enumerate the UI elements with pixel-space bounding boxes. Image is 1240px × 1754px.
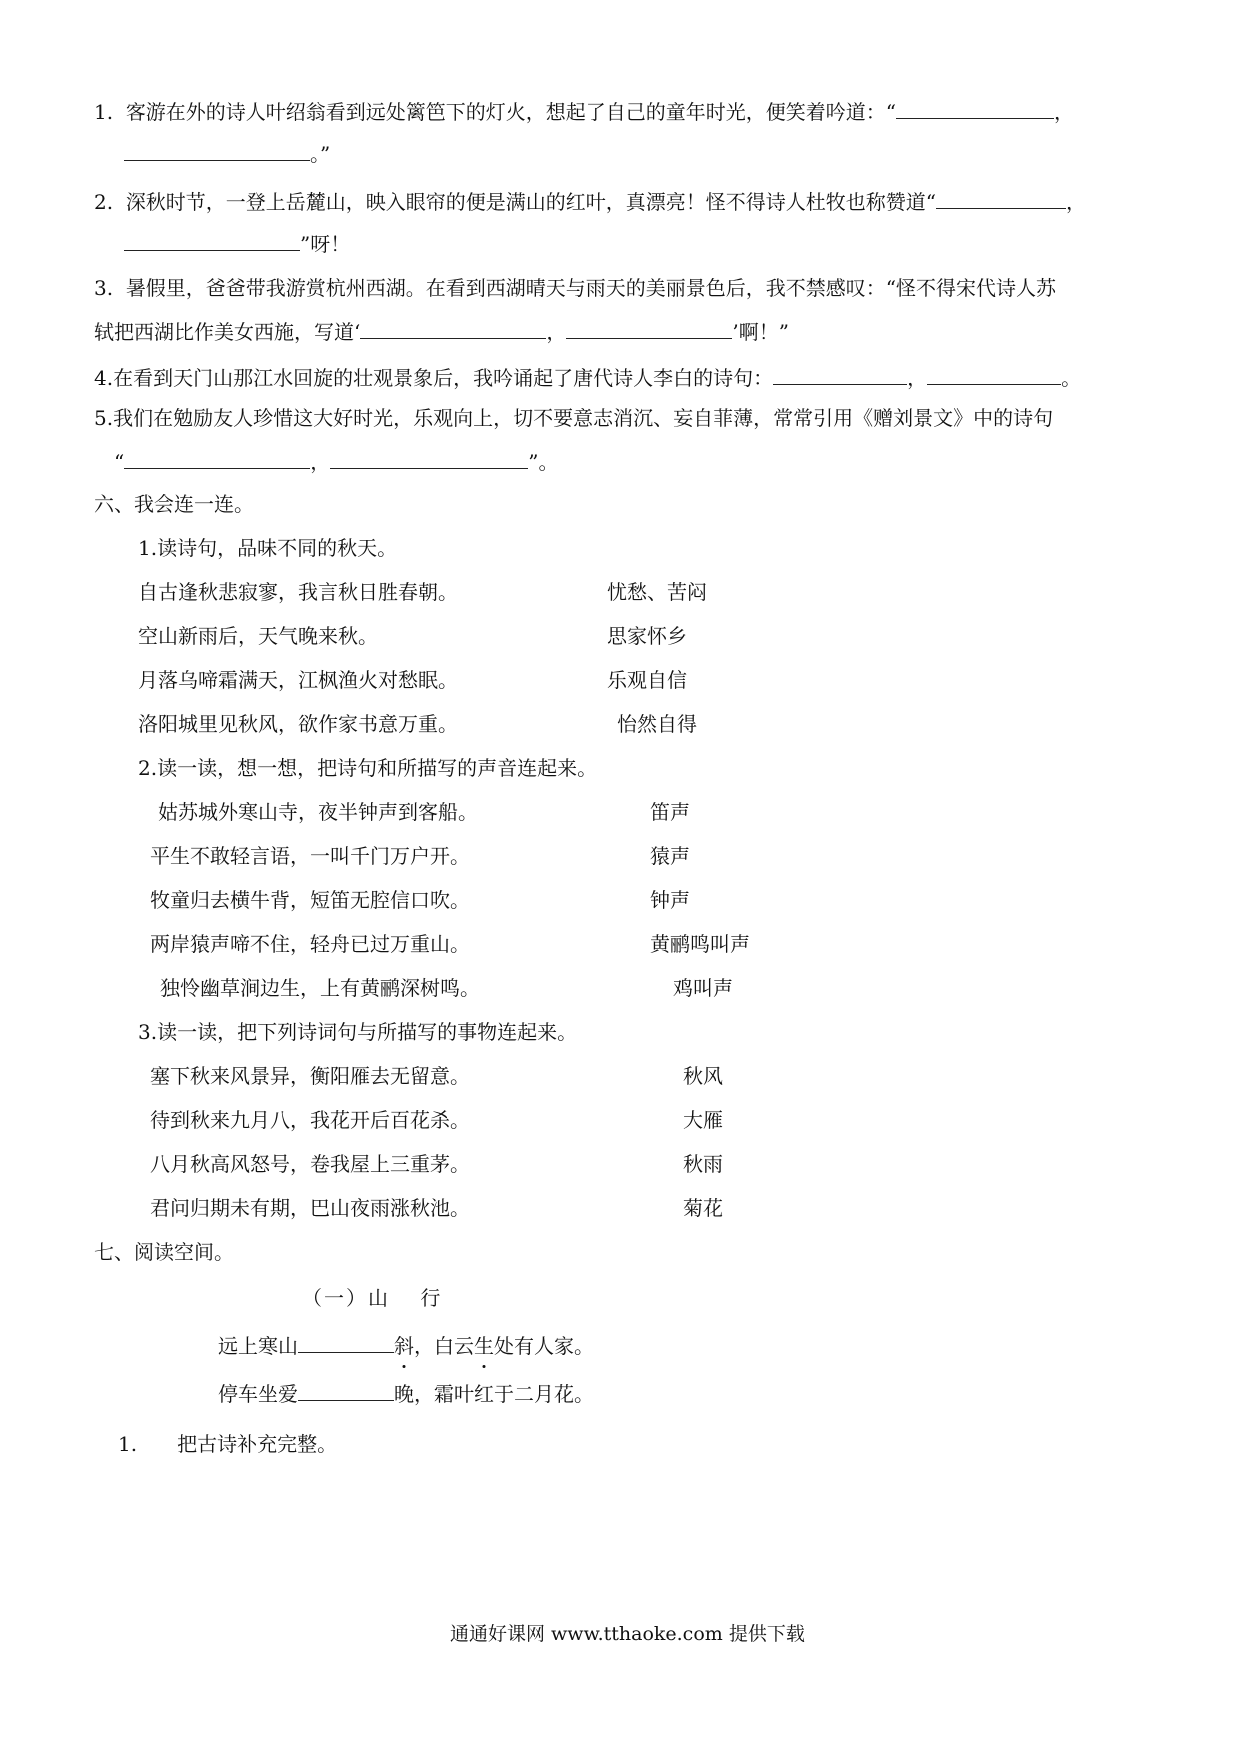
emphasized-char: 生 <box>474 1334 494 1358</box>
poem-line-1 <box>218 1330 594 1360</box>
comma: ， <box>546 320 567 344</box>
period: 。 <box>1061 366 1082 390</box>
group-3-object[interactable]: 大雁 <box>683 1108 723 1132</box>
group-2-sound[interactable]: 鸡叫声 <box>673 976 733 1000</box>
poem-text: 远上寒山 <box>218 1334 298 1358</box>
group-1-emotion[interactable]: 忧愁、苦闷 <box>607 580 707 604</box>
answer-blank[interactable] <box>124 446 310 469</box>
question-3-number: 3. <box>94 276 114 300</box>
comma: ， <box>1054 100 1075 124</box>
answer-blank[interactable] <box>936 186 1066 209</box>
group-2-poem-line[interactable]: 牧童归去横牛背，短笛无腔信口吹。 <box>150 888 470 912</box>
poem-text: 晚，霜叶红于二月花。 <box>394 1382 594 1406</box>
comma: ， <box>907 366 928 390</box>
group-3-poem-line[interactable]: 待到秋来九月八，我花开后百花杀。 <box>150 1108 470 1132</box>
section-6-heading: 六、我会连一连。 <box>94 492 254 516</box>
answer-blank[interactable] <box>896 96 1054 119</box>
question-5-line-2 <box>114 446 558 476</box>
closing-quote: 。” <box>310 142 331 166</box>
question-4-line-1 <box>94 362 1081 392</box>
answer-blank[interactable] <box>773 362 907 385</box>
opening-quote: “ <box>114 450 125 474</box>
closing-text: ’啊！” <box>732 320 789 344</box>
group-3-object[interactable]: 秋雨 <box>683 1152 723 1176</box>
answer-blank[interactable] <box>360 316 546 339</box>
group-1-emotion[interactable]: 怡然自得 <box>617 712 697 736</box>
group-2-poem-line[interactable]: 姑苏城外寒山寺，夜半钟声到客船。 <box>158 800 478 824</box>
answer-blank[interactable] <box>298 1330 394 1353</box>
comma: ， <box>310 450 331 474</box>
poem-text: 处有人家。 <box>494 1334 594 1358</box>
question-2-text: 深秋时节，一登上岳麓山，映入眼帘的便是满山的红叶，真漂亮！怪不得诗人杜牧也称赞道“ <box>125 190 937 214</box>
group-3-title: 3.读一读，把下列诗词句与所描写的事物连起来。 <box>138 1020 578 1044</box>
comma: ， <box>1066 190 1087 214</box>
group-2-title: 2.读一读，想一想，把诗句和所描写的声音连起来。 <box>138 756 598 780</box>
question-3-line-2 <box>94 316 789 346</box>
group-3-poem-line[interactable]: 君问归期未有期，巴山夜雨涨秋池。 <box>150 1196 470 1220</box>
question-5-line-1 <box>94 404 1053 432</box>
answer-blank[interactable] <box>124 228 300 251</box>
question-1-text: 客游在外的诗人叶绍翁看到远处篱笆下的灯火，想起了自己的童年时光，便笑着吟道：“ <box>125 100 897 124</box>
question-1-line-1 <box>94 96 1074 126</box>
group-1-emotion[interactable]: 乐观自信 <box>607 668 687 692</box>
answer-blank[interactable] <box>124 138 310 161</box>
question-2-number: 2. <box>94 190 114 214</box>
question-1-number: 1. <box>94 100 114 124</box>
question-3-line-1 <box>94 274 1056 302</box>
poem-text: ，白云 <box>414 1334 474 1358</box>
group-1-poem-line[interactable]: 月落乌啼霜满天，江枫渔火对愁眠。 <box>138 668 458 692</box>
answer-blank[interactable] <box>566 316 732 339</box>
group-3-poem-line[interactable]: 塞下秋来风景异，衡阳雁去无留意。 <box>150 1064 470 1088</box>
group-2-sound[interactable]: 猿声 <box>650 844 690 868</box>
poem-text: 停车坐爱 <box>218 1382 298 1406</box>
answer-blank[interactable] <box>298 1378 394 1401</box>
poem-title: （一）山 行 <box>302 1286 443 1310</box>
group-2-sound[interactable]: 黄鹂鸣叫声 <box>650 932 750 956</box>
section-7-heading: 七、阅读空间。 <box>94 1240 234 1264</box>
group-2-poem-line[interactable]: 平生不敢轻言语，一叫千门万户开。 <box>150 844 470 868</box>
group-2-poem-line[interactable]: 两岸猿声啼不住，轻舟已过万重山。 <box>150 932 470 956</box>
emphasized-char: 斜 <box>394 1334 414 1358</box>
question-4-number: 4. <box>94 366 114 390</box>
question-2-line-2 <box>124 228 350 258</box>
group-1-title: 1.读诗句，品味不同的秋天。 <box>138 536 398 560</box>
question-text: 把古诗补充完整。 <box>177 1432 338 1456</box>
group-1-emotion[interactable]: 思家怀乡 <box>607 624 687 648</box>
group-3-poem-line[interactable]: 八月秋高风怒号，卷我屋上三重茅。 <box>150 1152 470 1176</box>
group-1-poem-line[interactable]: 洛阳城里见秋风，欲作家书意万重。 <box>138 712 458 736</box>
poem-line-2 <box>218 1378 594 1408</box>
question-5-text: 我们在勉励友人珍惜这大好时光，乐观向上，切不要意志消沉、妄自菲薄，常常引用《赠刘景文》中的诗句 <box>113 406 1054 430</box>
group-2-sound[interactable]: 笛声 <box>650 800 690 824</box>
group-3-object[interactable]: 菊花 <box>683 1196 723 1220</box>
footer-source: 通通好课网 www.tthaoke.com 提供下载 <box>450 1623 805 1645</box>
group-2-poem-line[interactable]: 独怜幽草涧边生，上有黄鹂深树鸣。 <box>160 976 480 1000</box>
question-number: 1. <box>118 1432 138 1456</box>
question-5-number: 5. <box>94 406 114 430</box>
answer-blank[interactable] <box>927 362 1061 385</box>
answer-blank[interactable] <box>330 446 528 469</box>
group-2-sound[interactable]: 钟声 <box>650 888 690 912</box>
question-2-line-1 <box>94 186 1086 216</box>
section-7-question-1 <box>118 1430 337 1458</box>
question-1-line-2 <box>124 138 330 168</box>
group-3-object[interactable]: 秋风 <box>683 1064 723 1088</box>
closing-text: ”呀！ <box>300 232 351 256</box>
group-1-poem-line[interactable]: 空山新雨后，天气晚来秋。 <box>138 624 378 648</box>
question-3-text-cont: 轼把西湖比作美女西施，写道‘ <box>94 320 361 344</box>
question-4-text: 在看到天门山那江水回旋的壮观景象后，我吟诵起了唐代诗人李白的诗句： <box>113 366 774 390</box>
closing-text: ”。 <box>528 450 559 474</box>
question-3-text: 暑假里，爸爸带我游赏杭州西湖。在看到西湖晴天与雨天的美丽景色后，我不禁感叹：“怪不得宋代诗人苏 <box>125 276 1057 300</box>
group-1-poem-line[interactable]: 自古逢秋悲寂寥，我言秋日胜春朝。 <box>138 580 458 604</box>
